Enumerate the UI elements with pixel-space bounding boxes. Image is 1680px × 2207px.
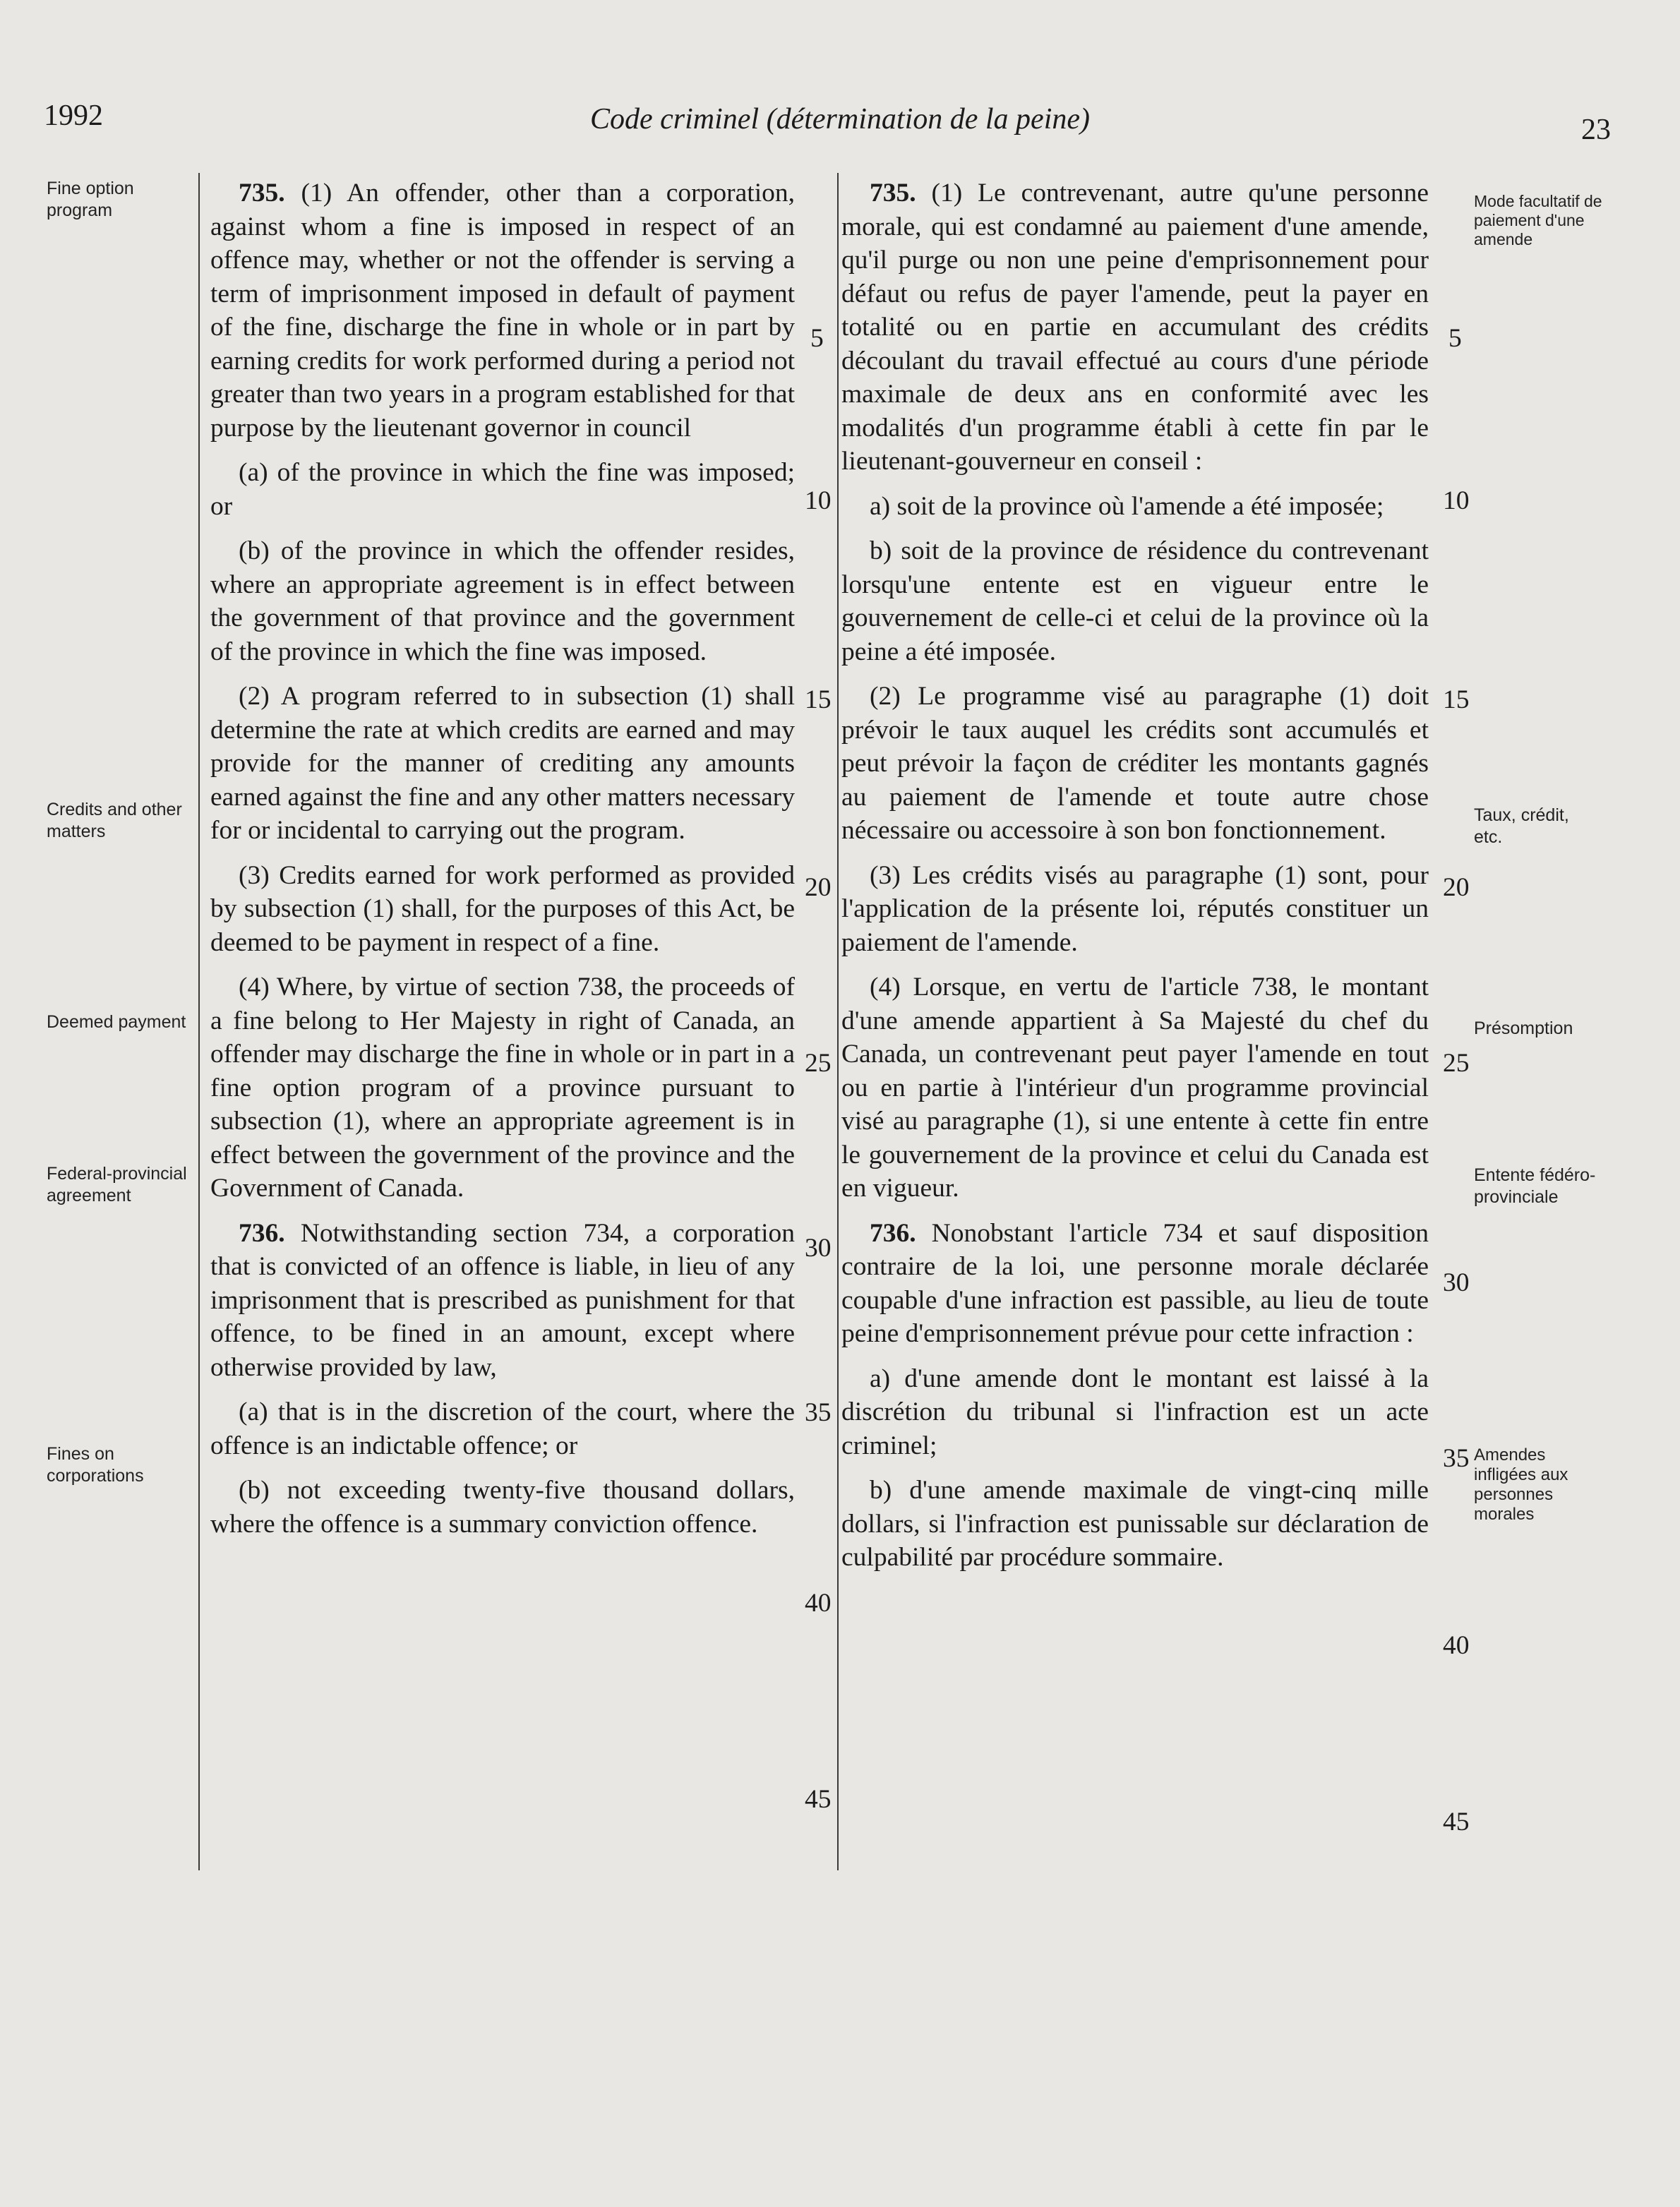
line-number: 25 xyxy=(1443,1049,1470,1078)
margin-note-amendes: Amendes infligées aux personnes morales xyxy=(1474,1445,1568,1524)
section-735-4: (4) Where, by virtue of section 738, the proceeds of a fine belong to Her Majesty in right of Canada, an offender may discharge the fine in whole or in part in a fine option program of a province pursuant to subsection (1), where an appropriate agreement is in effect between the government of the province and the Government of Canada. xyxy=(210,973,795,1203)
section-736-a-fr: a) d'une amende dont le montant est laissé à la discrétion du tribunal si l'infraction est un acte criminel; xyxy=(841,1364,1429,1460)
paragraph-text: Nonobstant l'article 734 et sauf disposition contraire de la loi, une personne morale déclarée coupable d'une infraction est passible, au lieu de toute peine d'emprisonnement prévue pour cette infraction : xyxy=(841,1218,1429,1348)
section-736 xyxy=(210,1217,795,1385)
margin-note-deemed-payment: Deemed payment xyxy=(47,1012,186,1032)
section-735-4-fr: (4) Lorsque, en vertu de l'article 738, le montant d'une amende appartient à Sa Majesté du chef du Canada, un contrevenant peut payer l'amende en tout ou en partie à l'intérieur d'un programme provincial visé au paragraphe (1), si une entente à cette fin entre le gouvernement de la province et celui du Canada est en vigueur. xyxy=(841,973,1429,1203)
line-number: 15 xyxy=(805,685,832,714)
section-735-1-a-fr: a) soit de la province où l'amende a été imposée; xyxy=(870,491,1384,521)
line-number: 30 xyxy=(805,1234,832,1263)
line-number: 15 xyxy=(1443,685,1470,714)
section-number: 735. xyxy=(239,179,285,208)
line-number: 30 xyxy=(1443,1268,1470,1297)
running-title: Code criminel (détermination de la peine) xyxy=(590,103,1090,136)
margin-note-fines-corporations: Fines on corporations xyxy=(47,1444,144,1486)
margin-note-mode-facultatif: Mode facultatif de paiement d'une amende xyxy=(1474,192,1602,248)
margin-note-presomption: Présomption xyxy=(1474,1018,1573,1038)
center-rule xyxy=(837,173,839,1870)
line-number: 10 xyxy=(805,486,832,515)
line-number: 20 xyxy=(1443,873,1470,902)
section-735-1-b-fr: b) soit de la province de résidence du contrevenant lorsqu'une entente est en vigueur entre le gouvernement de celle-ci et celui de la province où la peine a été imposée. xyxy=(841,536,1429,666)
line-number: 35 xyxy=(805,1398,832,1427)
french-column xyxy=(841,176,1429,1586)
english-column xyxy=(210,176,795,1552)
line-number: 35 xyxy=(1443,1444,1470,1473)
line-number: 45 xyxy=(1443,1808,1470,1836)
year: 1992 xyxy=(44,100,103,132)
line-number: 5 xyxy=(1448,324,1462,353)
line-number: 25 xyxy=(805,1049,832,1078)
section-735-1-fr xyxy=(841,176,1429,479)
section-735-2: (2) A program referred to in subsection (1) shall determine the rate at which credits are earned and may provide for the manner of crediting any amounts earned against the fine and any other matters necessary for or incidental to carrying out the program. xyxy=(210,682,795,845)
section-735-1-a: (a) of the province in which the fine was imposed; or xyxy=(210,458,795,521)
section-735-2-fr: (2) Le programme visé au paragraphe (1) doit prévoir le taux auquel les crédits sont accumulés et peut prévoir la façon de créditer les montants gagnés au paiement de l'amende et toute autre chose nécessaire ou accessoire à son bon fonctionnement. xyxy=(841,682,1429,845)
line-number: 10 xyxy=(1443,486,1470,515)
line-number: 20 xyxy=(805,873,832,902)
line-number: 40 xyxy=(805,1589,832,1618)
paragraph-text: (1) Le contrevenant, autre qu'une personne morale, qui est condamné au paiement d'une amende, qu'il purge ou non une peine d'emprisonnement pour défaut ou refus de payer l'amende, peut la payer en totalité ou en partie en accumulant des crédits découlant du travail effectué au cours d'une période maximale de deux ans en conformité avec les modalités d'un programme établi à cette fin par le lieutenant-gouverneur en conseil : xyxy=(841,179,1429,476)
line-number: 40 xyxy=(1443,1631,1470,1660)
section-735-1 xyxy=(210,176,795,445)
section-number: 736. xyxy=(870,1218,916,1248)
line-number: 45 xyxy=(805,1785,832,1814)
margin-note-federal-provincial: Federal-provincial agreement xyxy=(47,1164,187,1205)
section-736-fr xyxy=(841,1217,1429,1351)
paragraph-text: Notwithstanding section 734, a corporation that is convicted of an offence is liable, in lieu of any imprisonment that is prescribed as punishment for that offence, to be fined in an amount, except where otherwise provided by law, xyxy=(210,1218,796,1382)
left-rule xyxy=(198,173,200,1870)
paragraph-text: (1) An offender, other than a corporation, against whom a fine is imposed in respect of an offence may, whether or not the offender is serving a term of imprisonment imposed in default of payment of the fine, discharge the fine in whole or in part by earning credits for work performed during a period not greater than two years in a program established for that purpose by the lieutenant governor in council xyxy=(210,179,796,443)
page-number: 23 xyxy=(1581,114,1611,146)
line-number: 5 xyxy=(810,324,824,353)
section-736-a: (a) that is in the discretion of the court, where the offence is an indictable offence; or xyxy=(210,1397,795,1460)
section-736-b: (b) not exceeding twenty-five thousand dollars, where the offence is a summary conviction offence. xyxy=(210,1476,795,1539)
margin-note-credits: Credits and other matters xyxy=(47,800,182,841)
margin-note-fine-option: Fine option program xyxy=(47,179,134,220)
margin-note-taux-credit: Taux, crédit, etc. xyxy=(1474,805,1569,847)
section-735-3: (3) Credits earned for work performed as provided by subsection (1) shall, for the purposes of this Act, be deemed to be payment in respect of a fine. xyxy=(210,860,795,957)
section-736-b-fr: b) d'une amende maximale de vingt-cinq mille dollars, si l'infraction est punissable sur déclaration de culpabilité par procédure sommaire. xyxy=(841,1476,1429,1572)
section-735-3-fr: (3) Les crédits visés au paragraphe (1) sont, pour l'application de la présente loi, réputés constituer un paiement de l'amende. xyxy=(841,860,1429,957)
section-735-1-b: (b) of the province in which the offender resides, where an appropriate agreement is in effect between the government of that province and the government of the province in which the fine was imposed. xyxy=(210,536,795,666)
section-number: 735. xyxy=(870,179,916,208)
section-number: 736. xyxy=(239,1218,285,1248)
margin-note-entente: Entente fédéro-provinciale xyxy=(1474,1165,1596,1207)
